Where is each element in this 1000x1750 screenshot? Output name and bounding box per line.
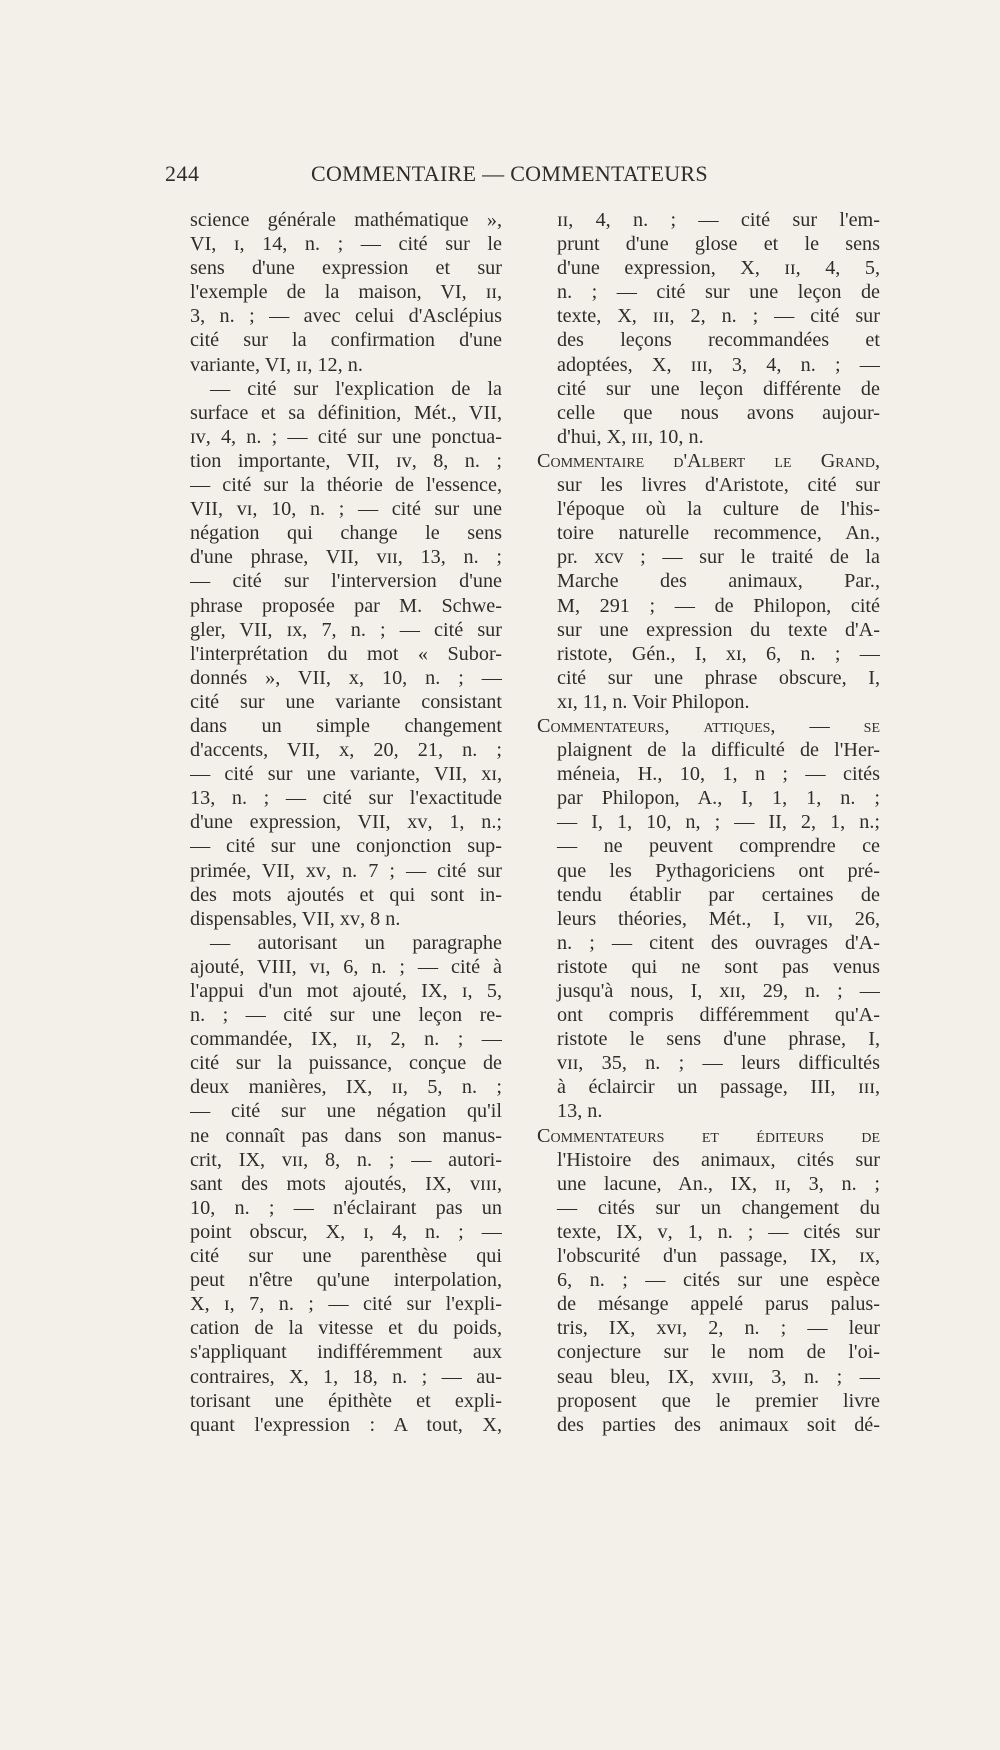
text-line: l'obscurité d'un passage, IX, ɪx, xyxy=(557,1245,880,1268)
text-line: ristote le sens d'une phrase, I, xyxy=(557,1028,880,1051)
text-line: torisant une épithète et expli- xyxy=(190,1389,502,1412)
text-line: cation de la vitesse et du poids, xyxy=(190,1317,502,1340)
text-line: Marche des animaux, Par., xyxy=(557,570,880,593)
text-line: proposent que le premier livre xyxy=(557,1389,880,1412)
text-line: — autorisant un paragraphe xyxy=(210,931,502,954)
text-line: méneia, H., 10, 1, n ; — cités xyxy=(557,763,880,786)
text-line: seau bleu, IX, xᴠɪɪɪ, 3, n. ; — xyxy=(557,1365,880,1388)
text-line: — cité sur une négation qu'il xyxy=(190,1100,502,1123)
text-line: peut n'être qu'une interpolation, xyxy=(190,1269,502,1292)
text-line: sur les livres d'Aristote, cité sur xyxy=(557,474,880,497)
entry-heading-line: Commentateurs, attiques, — se xyxy=(537,714,880,737)
running-title: COMMENTAIRE — COMMENTATEURS xyxy=(311,161,708,186)
text-line: sur une expression du texte d'A- xyxy=(557,618,880,641)
text-line: cité sur une variante consistant xyxy=(190,690,502,713)
entry-heading-line: Commentateurs et éditeurs de xyxy=(537,1124,880,1147)
text-line: plaignent de la difficulté de l'Her- xyxy=(557,739,880,762)
text-line: cité sur une leçon différente de xyxy=(557,377,880,400)
text-line: n. ; — cité sur une leçon de xyxy=(557,281,880,304)
page-number: 244 xyxy=(165,161,200,186)
text-line: — cité sur une variante, VII, xɪ, xyxy=(190,763,502,786)
text-line: d'accents, VII, x, 20, 21, n. ; xyxy=(190,739,502,762)
text-line: — cité sur l'explication de la xyxy=(210,377,502,400)
text-line: ont compris différemment qu'A- xyxy=(557,1004,880,1027)
text-line: sant des mots ajoutés, IX, ᴠɪɪɪ, xyxy=(190,1172,502,1195)
text-line: VI, ɪ, 14, n. ; — cité sur le xyxy=(190,233,502,256)
text-line: texte, IX, ᴠ, 1, n. ; — cités sur xyxy=(557,1220,880,1243)
entry-heading-line: Commentaire d'Albert le Grand, xyxy=(537,449,880,472)
text-line: jusqu'à nous, I, xɪɪ, 29, n. ; — xyxy=(557,980,880,1002)
text-line: des mots ajoutés et qui sont in- xyxy=(190,883,502,906)
left-column xyxy=(190,208,502,1437)
text-line: pr. xcv ; — sur le traité de la xyxy=(557,546,880,569)
text-line: commandée, IX, ɪɪ, 2, n. ; — xyxy=(190,1028,502,1051)
right-column xyxy=(537,208,880,1437)
text-line: M, 291 ; — de Philopon, cité xyxy=(557,594,880,617)
text-line: surface et sa définition, Mét., VII, xyxy=(190,401,502,424)
text-line: ɪɪ, 4, n. ; — cité sur l'em- xyxy=(557,209,880,231)
text-line: — ne peuvent comprendre ce xyxy=(557,835,880,858)
text-line: l'exemple de la maison, VI, ɪɪ, xyxy=(190,281,502,304)
text-line: tendu établir par certaines de xyxy=(557,883,880,906)
text-line: ɪᴠ, 4, n. ; — cité sur une ponctua- xyxy=(190,425,502,448)
text-line: tion importante, VII, ɪᴠ, 8, n. ; xyxy=(190,449,502,472)
text-line: n. ; — cité sur une leçon re- xyxy=(190,1004,502,1027)
text-line: adoptées, X, ɪɪɪ, 3, 4, n. ; — xyxy=(557,353,880,376)
text-line: n. ; — citent des ouvrages d'A- xyxy=(557,931,880,954)
text-line: X, ɪ, 7, n. ; — cité sur l'expli- xyxy=(190,1293,502,1316)
text-line: — cité sur l'interversion d'une xyxy=(190,570,502,593)
text-line: l'interprétation du mot « Subor- xyxy=(190,642,502,665)
text-line: que les Pythagoriciens ont pré- xyxy=(557,859,880,882)
text-line: d'hui, X, ɪɪɪ, 10, n. xyxy=(557,425,704,448)
text-line: leurs théories, Mét., I, ᴠɪɪ, 26, xyxy=(557,907,880,930)
text-line: de mésange appelé parus palus- xyxy=(557,1293,880,1316)
text-line: ristote qui ne sont pas venus xyxy=(557,955,880,978)
text-line: des parties des animaux soit dé- xyxy=(557,1413,880,1436)
text-line: point obscur, X, ɪ, 4, n. ; — xyxy=(190,1220,502,1243)
text-line: — cité sur une conjonction sup- xyxy=(190,835,502,858)
text-line: deux manières, IX, ɪɪ, 5, n. ; xyxy=(190,1076,502,1099)
text-line: prunt d'une glose et le sens xyxy=(557,233,880,256)
text-line: VII, ᴠɪ, 10, n. ; — cité sur une xyxy=(190,498,502,521)
text-line: science générale mathématique », xyxy=(190,209,502,231)
text-line: s'appliquant indifféremment aux xyxy=(190,1341,502,1364)
text-line: — cités sur un changement du xyxy=(557,1196,880,1219)
page-header xyxy=(165,161,883,191)
text-line: cité sur la puissance, conçue de xyxy=(190,1052,502,1075)
text-line: cité sur une parenthèse qui xyxy=(190,1245,502,1268)
text-line: dispensables, VII, xᴠ, 8 n. xyxy=(190,907,401,930)
text-line: sens d'une expression et sur xyxy=(190,257,502,280)
text-line: — cité sur la théorie de l'essence, xyxy=(190,474,502,497)
text-line: tris, IX, xᴠɪ, 2, n. ; — leur xyxy=(557,1317,880,1340)
text-line: crit, IX, ᴠɪɪ, 8, n. ; — autori- xyxy=(190,1148,502,1171)
text-line: dans un simple changement xyxy=(190,714,502,737)
text-line: celle que nous avons aujour- xyxy=(557,401,880,424)
text-line: 10, n. ; — n'éclairant pas un xyxy=(190,1196,502,1219)
text-line: par Philopon, A., I, 1, 1, n. ; xyxy=(557,787,880,810)
text-line: l'appui d'un mot ajouté, IX, ɪ, 5, xyxy=(190,980,502,1002)
text-line: cité sur une phrase obscure, I, xyxy=(557,666,880,689)
text-line: à éclaircir un passage, III, ɪɪɪ, xyxy=(557,1076,880,1099)
text-line: l'Histoire des animaux, cités sur xyxy=(557,1148,880,1171)
text-line: ᴠɪɪ, 35, n. ; — leurs difficultés xyxy=(557,1052,880,1075)
text-line: donnés », VII, x, 10, n. ; — xyxy=(190,666,502,689)
text-line: 3, n. ; — avec celui d'Asclépius xyxy=(190,305,502,328)
text-line: d'une expression, X, ɪɪ, 4, 5, xyxy=(557,257,880,280)
text-line: phrase proposée par M. Schwe- xyxy=(190,594,502,617)
text-line: quant l'expression : A tout, X, xyxy=(190,1413,502,1436)
text-line: gler, VII, ɪx, 7, n. ; — cité sur xyxy=(190,618,502,641)
text-line: d'une phrase, VII, ᴠɪɪ, 13, n. ; xyxy=(190,546,502,569)
text-line: une lacune, An., IX, ɪɪ, 3, n. ; xyxy=(557,1172,880,1195)
text-line: d'une expression, VII, xᴠ, 1, n.; xyxy=(190,811,502,834)
text-line: ristote, Gén., I, xɪ, 6, n. ; — xyxy=(557,642,880,665)
text-line: ne connaît pas dans son manus- xyxy=(190,1124,502,1147)
text-line: variante, VI, ɪɪ, 12, n. xyxy=(190,353,363,376)
text-line: des leçons recommandées et xyxy=(557,329,880,352)
text-line: texte, X, ɪɪɪ, 2, n. ; — cité sur xyxy=(557,305,880,328)
text-line: négation qui change le sens xyxy=(190,522,502,545)
text-line: xɪ, 11, n. Voir Philopon. xyxy=(557,690,750,713)
text-line: 13, n. xyxy=(557,1100,603,1123)
text-line: contraires, X, 1, 18, n. ; — au- xyxy=(190,1365,502,1388)
text-line: ajouté, VIII, ᴠɪ, 6, n. ; — cité à xyxy=(190,955,502,978)
text-line: toire naturelle recommence, An., xyxy=(557,522,880,545)
text-line: 6, n. ; — cités sur une espèce xyxy=(557,1269,880,1292)
text-line: 13, n. ; — cité sur l'exactitude xyxy=(190,787,502,810)
text-line: l'époque où la culture de l'his- xyxy=(557,498,880,521)
text-line: primée, VII, xᴠ, n. 7 ; — cité sur xyxy=(190,859,502,882)
text-line: cité sur la confirmation d'une xyxy=(190,329,502,352)
text-line: conjecture sur le nom de l'oi- xyxy=(557,1341,880,1364)
text-line: — I, 1, 10, n, ; — II, 2, 1, n.; xyxy=(557,811,880,834)
